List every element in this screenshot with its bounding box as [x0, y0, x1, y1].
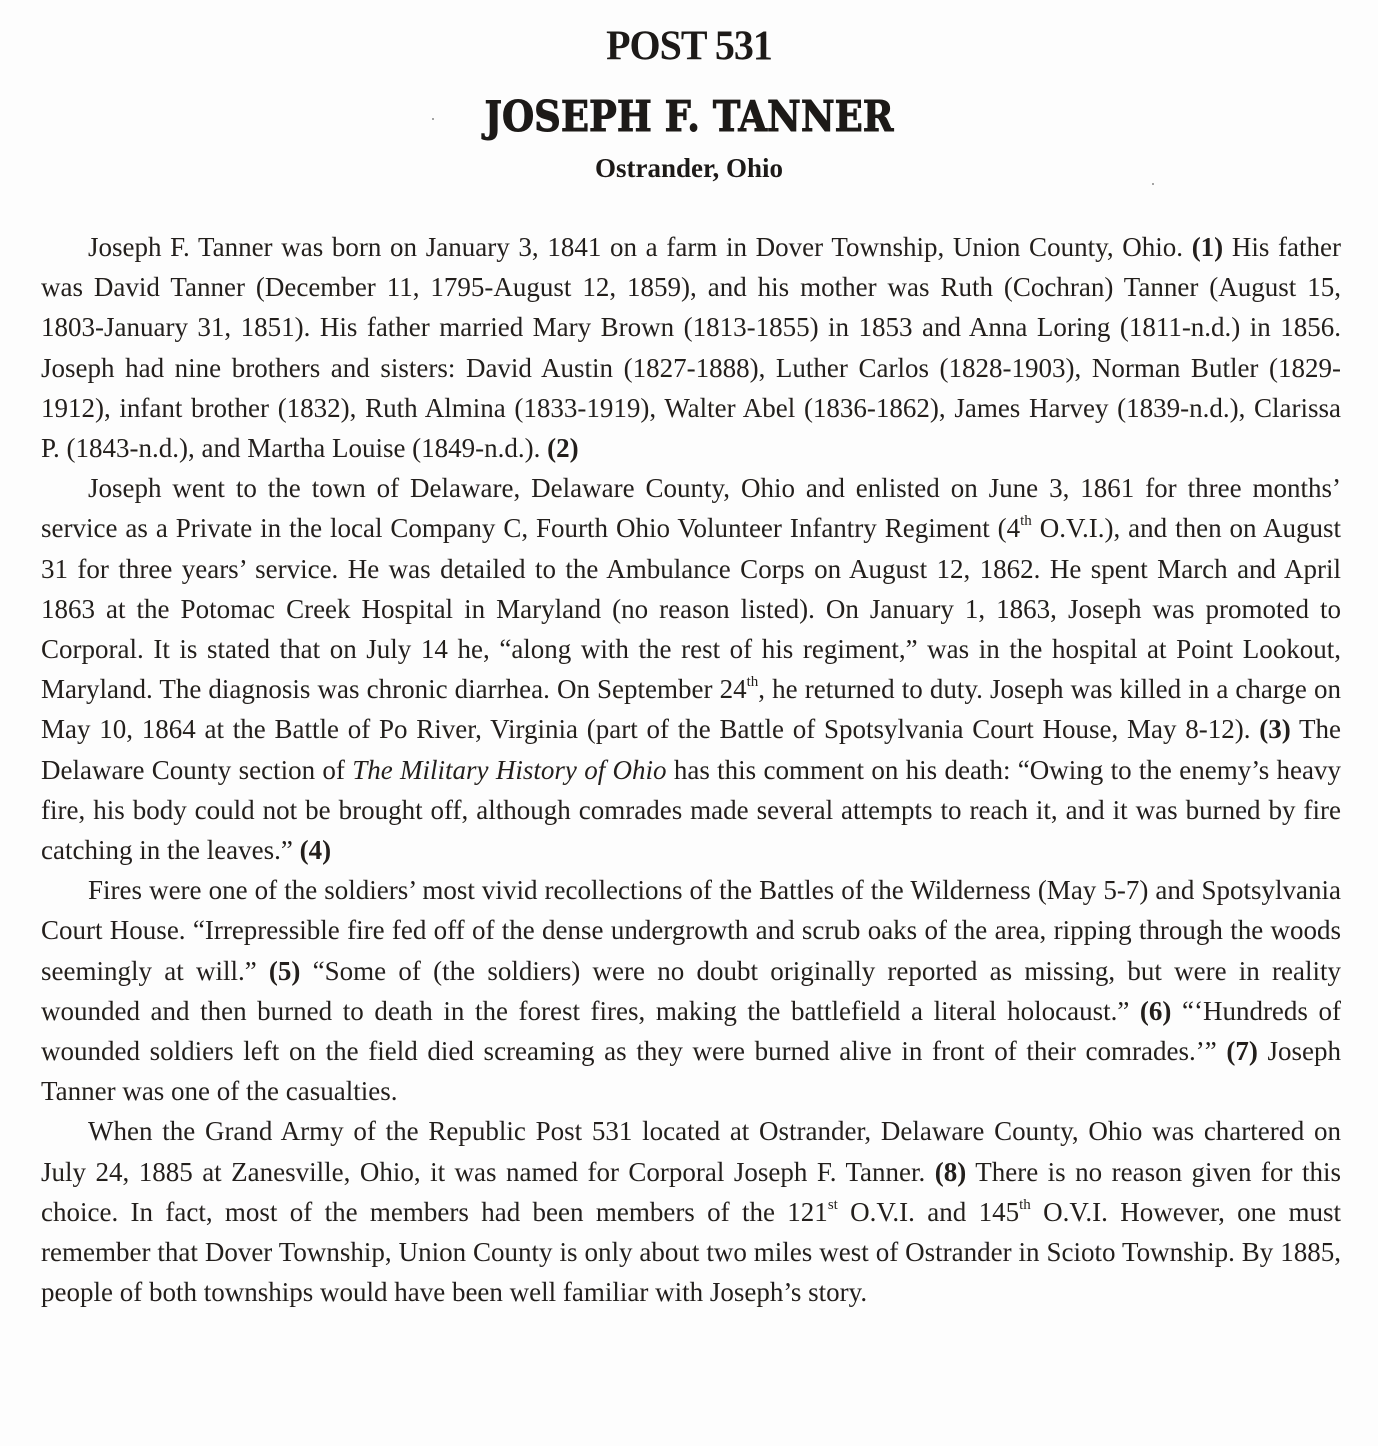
post-number-heading: POST 531	[606, 21, 772, 70]
post-name-heading: JOSEPH F. TANNER	[484, 92, 894, 141]
text-run: has this comment on his death: “Owing to the enemy’s heavy fire, his body could not be brought off, although comrades made several attempts to reach it, and it was burned by fire catching in the leaves.”	[41, 754, 1341, 866]
paragraph-wilderness-fires	[41, 870, 1341, 1111]
paragraph-post-naming	[41, 1111, 1341, 1312]
footnote-reference: (2)	[547, 433, 579, 464]
paragraph-military-service	[41, 468, 1341, 870]
text-run: Fires were one of the soldiers’ most vivid recollections of the Battles of the Wilderness (May 5-7) and Spotsylvania Court House. “Irrepressible fire fed off of the dense undergrowth and scrub oaks of the area, ripping through the woods seemingly at will.”	[41, 875, 1341, 986]
text-run: , he returned to duty. Joseph was killed in a charge on May 10, 1864 at the Battle of Po River, Virginia (part of the Battle of Spotsylvania Court House, May 8-12).	[41, 674, 1341, 745]
text-run: Joseph Tanner was one of the casualties.	[41, 1036, 1341, 1107]
text-run: O.V.I.), and then on August 31 for three years’ service. He was detailed to the Ambulance Corps on August 12, 1862. He spent March and April 1863 at the Potomac Creek Hospital in Maryland (no reason listed). On January 1, 1863, Joseph was promoted to Corporal. It is stated that on July 14 he, “along with the rest of his regiment,” was in the hospital at Point Lookout, Maryland. The diagnosis was chronic diarrhea. On September 24	[41, 513, 1341, 705]
scan-speck	[1152, 183, 1154, 185]
footnote-reference: (8)	[934, 1156, 967, 1187]
scan-speck	[432, 118, 434, 120]
footnote-reference: (4)	[299, 835, 332, 866]
text-run: O.V.I. However, one must remember that Dover Township, Union County is only about two miles west of Ostrander in Scioto Township. By 1885, people of both townships would have been well familiar with Joseph’s story.	[41, 1196, 1341, 1308]
text-run: His father was David Tanner (December 11, 1795-August 12, 1859), and his mother was Ruth (Cochran) Tanner (August 15, 1803-January 31, 1851). His father married Mary Brown (1813-1855) in 1853 and Anna Loring (1811-n.d.) in 1856. Joseph had nine brothers and sisters: David Austin (1827-1888), Luther Carlos (1828-1903), Norman Butler (1829-1912), infant brother (1832), Ruth Almina (1833-1919), Walter Abel (1836-1862), James Harvey (1839-n.d.), Clarissa P. (1843-n.d.), and Martha Louise (1849-n.d.).	[41, 232, 1341, 464]
text-run: There is no reason given for this choice. In fact, most of the members had been members of the 121	[41, 1156, 1341, 1227]
ordinal-suffix: th	[1020, 513, 1032, 530]
footnote-reference: (3)	[1259, 714, 1291, 745]
text-run: When the Grand Army of the Republic Post 531 located at Ostrander, Delaware County, Ohio was chartered on July 24, 1885 at Zanesville, Ohio, it was named for Corporal Joseph F. Tanner.	[41, 1116, 1341, 1187]
footnote-reference: (5)	[268, 955, 301, 986]
ordinal-suffix: st	[827, 1196, 838, 1213]
text-run: “‘Hundreds of wounded soldiers left on the field died screaming as they were burned alive in front of their comrades.’”	[41, 995, 1341, 1067]
paragraph-birth-family	[41, 227, 1341, 468]
footnote-reference: (1)	[1191, 232, 1224, 262]
post-location-subheading: Ostrander, Ohio	[594, 153, 784, 183]
text-run: Joseph F. Tanner was born on January 3, 1841 on a farm in Dover Township, Union County, Ohio.	[88, 232, 1192, 262]
footnote-reference: (7)	[1226, 1036, 1258, 1067]
text-run: “Some of (the soldiers) were no doubt originally reported as missing, but were in reality wounded and then burned to death in the forest fires, making the battlefield a literal holocaust.”	[41, 955, 1341, 1026]
book-title: The Military History of Ohio	[352, 754, 667, 785]
ordinal-suffix: th	[746, 674, 759, 691]
footnote-reference: (6)	[1139, 995, 1172, 1026]
text-run: The Delaware County section of	[41, 714, 1341, 785]
biography-body	[41, 227, 1341, 1312]
text-run: O.V.I. and 145	[837, 1196, 1020, 1227]
text-run: Joseph went to the town of Delaware, Delaware County, Ohio and enlisted on June 3, 1861 for three months’ service as a Private in the local Company C, Fourth Ohio Volunteer Infantry Regiment (4	[41, 473, 1341, 544]
ordinal-suffix: th	[1019, 1196, 1031, 1213]
